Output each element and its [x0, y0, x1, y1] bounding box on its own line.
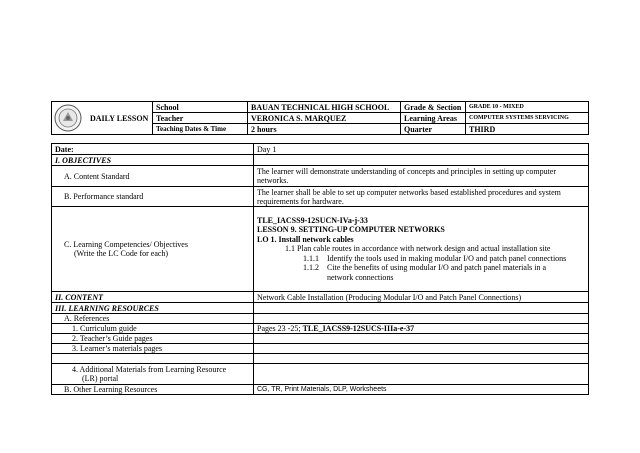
teachers-guide-label: 2. Teacher’s Guide pages [52, 334, 254, 344]
area-value: COMPUTER SYSTEMS SERVICING [466, 113, 589, 124]
performance-standard-label: B. Performance standard [52, 187, 254, 207]
lesson-table [51, 143, 589, 395]
performance-standard-value: The learner shall be able to set up computer networks based established procedures and system requirements for hardware. [254, 187, 589, 207]
date-label: Date: [52, 144, 254, 155]
area-label: Learning Areas [401, 113, 466, 124]
curriculum-guide-label: 1. Curriculum guide [52, 324, 254, 334]
daily-lesson-title: DAILY LESSON [90, 113, 149, 123]
spacer-right [254, 354, 589, 364]
lc-1-1-1-num: 1.1.1 [303, 253, 319, 263]
quarter-value: THIRD [466, 124, 589, 135]
lc-1-1: 1.1 Plan cable routes in accordance with network design and actual installation site [285, 244, 551, 254]
references-empty [254, 314, 589, 324]
lc-lesson: LESSON 9. SETTING-UP COMPUTER NETWORKS [257, 225, 445, 235]
date-value: Day 1 [254, 144, 589, 155]
additional-line2: (LR) portal [82, 374, 119, 383]
additional-line1: 4. Additional Materials from Learning Resource [72, 365, 227, 374]
lc-label-line2: (Write the LC Code for each) [74, 249, 169, 258]
spacer-left [52, 354, 254, 364]
teacher-label: Teacher [153, 113, 248, 124]
content-standard-value: The learner will demonstrate understanding of concepts and principles in setting up computer networks. [254, 166, 589, 187]
curriculum-code: TLE_IACSS9-12SUCS-IIIa-e-37 [302, 324, 415, 333]
resources-empty [254, 303, 589, 314]
lc-lo: LO 1. Install network cables [257, 234, 354, 244]
lc-1-1-1-text: Identify the tools used in making modular I/O and patch panel connections [327, 253, 567, 263]
lc-code: TLE_IACSS9-12SUCN-IVa-j-33 [257, 215, 368, 225]
learners-materials-label: 3. Learner’s materials pages [52, 344, 254, 354]
content-value: Network Cable Installation (Producing Modular I/O and Patch Panel Connections) [254, 292, 589, 303]
lc-1-1-1 [257, 254, 585, 264]
curriculum-pages: Pages 23 -25; [257, 324, 301, 333]
time-label: Teaching Dates & Time [153, 124, 248, 135]
grade-value: GRADE 10 - MIXED [466, 102, 589, 113]
lc-1-1-2-text: Cite the benefits of using modular I/O and patch panel materials in a [327, 263, 547, 273]
teachers-guide-value [254, 334, 589, 344]
objectives-empty [254, 155, 589, 166]
time-value: 2 hours [248, 124, 401, 135]
additional-materials-label [52, 364, 254, 385]
content-heading: II. CONTENT [52, 292, 254, 303]
learning-competencies-label [52, 207, 254, 292]
school-value: BAUAN TECHNICAL HIGH SCHOOL [248, 102, 401, 113]
additional-materials-value [254, 364, 589, 385]
grade-label: Grade & Section [401, 102, 466, 113]
lc-1-1-2-cont: network connections [327, 272, 394, 282]
lc-1-1-2 [257, 263, 585, 273]
lc-1-1-2-num: 1.1.2 [303, 263, 319, 273]
other-resources-value: CG, TR, Print Materials, DLP, Worksheets [254, 385, 589, 395]
school-label: School [153, 102, 248, 113]
learners-materials-value [254, 344, 589, 354]
learning-competencies-value [254, 207, 589, 292]
quarter-label: Quarter [401, 124, 466, 135]
resources-heading: III. LEARNING RESOURCES [52, 303, 254, 314]
header-table [51, 101, 589, 135]
references-label: A. References [52, 314, 254, 324]
header-logo-cell [52, 102, 153, 135]
other-resources-label: B. Other Learning Resources [52, 385, 254, 395]
teacher-value: VERONICA S. MARQUEZ [248, 113, 401, 124]
lc-label-line1: C. Learning Competencies/ Objectives [64, 240, 188, 249]
curriculum-guide-value [254, 324, 589, 334]
content-standard-label: A. Content Standard [52, 166, 254, 187]
deped-seal-icon [54, 104, 82, 132]
objectives-heading: I. OBJECTIVES [52, 155, 254, 166]
